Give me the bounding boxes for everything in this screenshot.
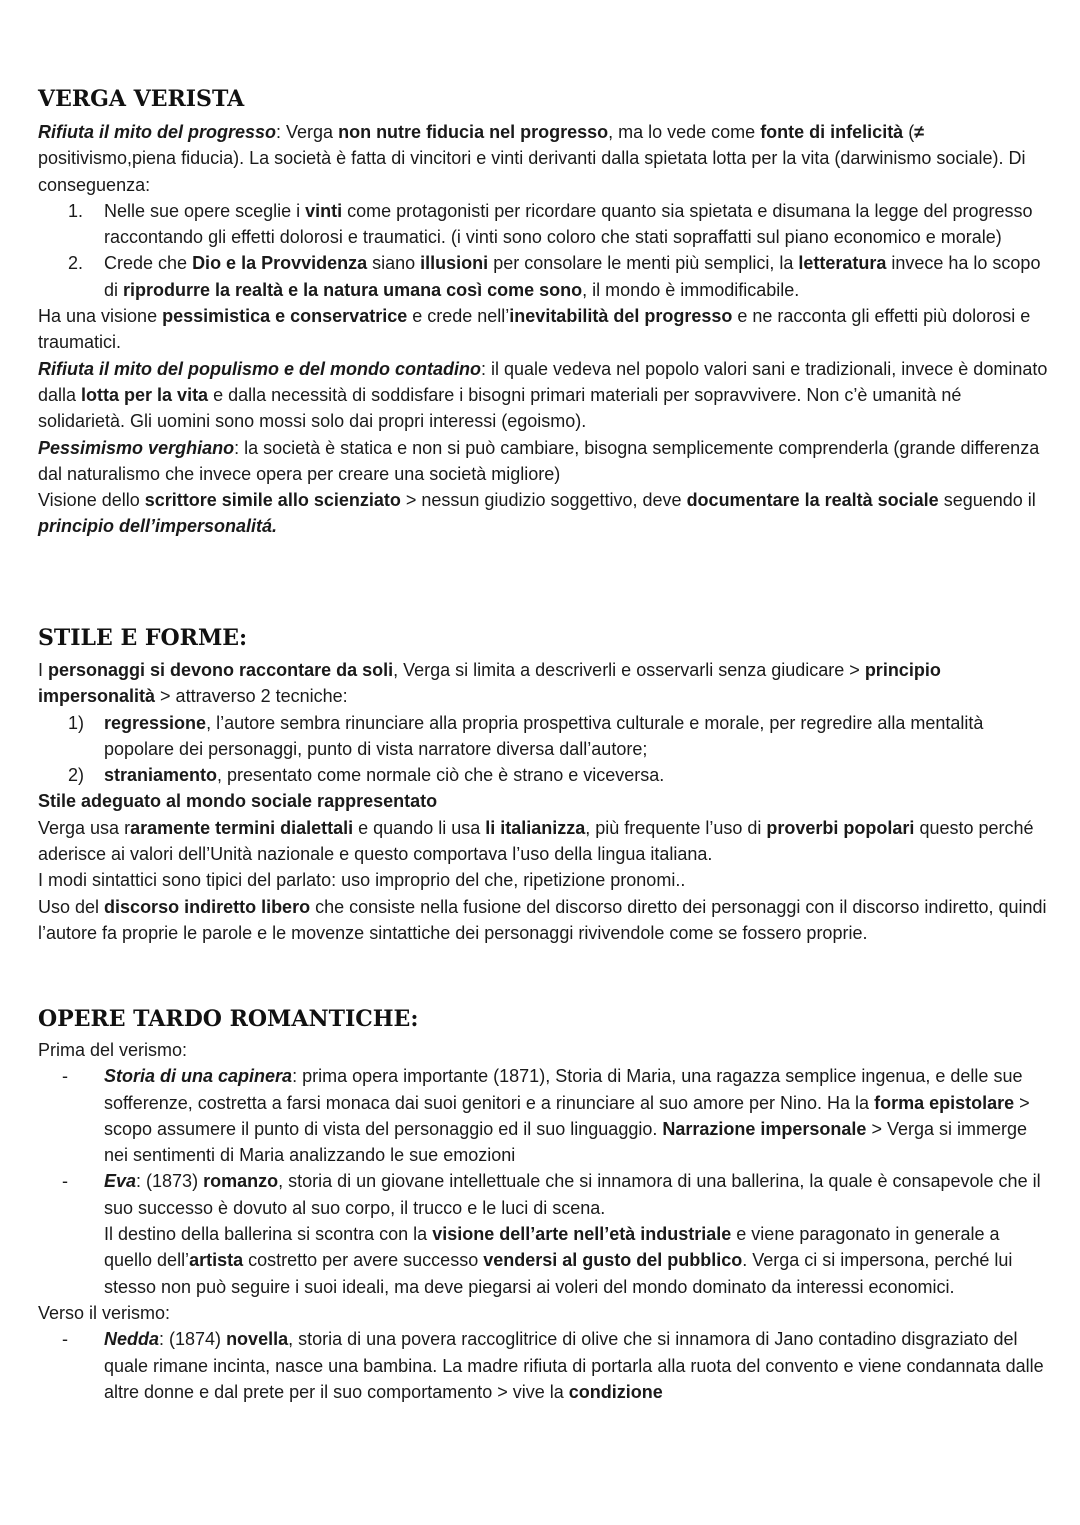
text-run: , il mondo è immodificabile. (582, 279, 800, 300)
text-run: questo perché aderisce ai valori dell’Unità nazionale e questo comportava l’uso della lingua italiana. (38, 817, 1034, 865)
text-run: , più frequente l’uso di (585, 817, 767, 838)
text-run: Visione dello (38, 490, 145, 511)
paragraph (38, 303, 1048, 356)
text-run: , storia di un giovane intellettuale che si innamora di una ballerina, la quale è consapevole che il suo successo è dovuto al suo corpo, il trucco e le luci di scena. (104, 1171, 1041, 1218)
bold-text: principio impersonalità (38, 660, 941, 707)
text-run: > Verga si immerge nei sentimenti di Maria analizzando le sue emozioni (104, 1118, 1028, 1166)
paragraph (38, 356, 1048, 435)
text-run: e ne racconta gli effetti più dolorosi e traumatici. (38, 306, 1031, 353)
bold-text: vendersi al gusto del pubblico (483, 1250, 743, 1271)
paragraph (38, 435, 1048, 488)
bold-text: artista (189, 1250, 244, 1271)
text-run: : la società è statica e non si può cambiare, bisogna semplicemente comprenderla (grande differenza dal naturalismo che invece opera per creare una società migliore) (38, 437, 1040, 484)
text-run: Verso il verismo: (38, 1302, 171, 1323)
bold-italic-text: Nedda (104, 1329, 160, 1350)
text-run: e viene paragonato in generale a quello dell’ (104, 1224, 1000, 1271)
text-run: , storia di una povera raccoglitrice di olive che si innamora di Jano contadino disgraziato del quale rimane incinta, nasce una bambina. La madre rifiuta di portarla alla ruota del convento e viene condannata dalle altre donne e dal prete per il suo comportamento > vive la (104, 1329, 1044, 1402)
list-item-continuation (38, 1221, 1048, 1300)
text-run: Nelle sue opere sceglie i (104, 200, 306, 221)
bold-italic-text: Rifiuta il mito del progresso (38, 122, 277, 142)
list-marker: - (62, 1066, 68, 1087)
bold-text: riprodurre la realtà e la natura umana così come sono (123, 279, 583, 300)
text-run: Il destino della ballerina si scontra con la (104, 1224, 433, 1245)
text-run: Crede che (104, 253, 193, 274)
bold-italic-text: Eva (104, 1171, 137, 1192)
list-item (38, 1063, 1048, 1168)
text-run: : (1874) (159, 1329, 227, 1350)
list-marker: 2. (68, 253, 84, 274)
bold-text: Narrazione impersonale (662, 1118, 867, 1139)
bold-text: inevitabilità del progresso (509, 306, 733, 327)
paragraph (38, 1300, 1048, 1326)
heading-stile-e-forme: STILE E FORME: (38, 625, 248, 651)
list-item (38, 1326, 1048, 1405)
text-run: Prima del verismo: (38, 1040, 188, 1060)
bold-italic-text: principio dell’impersonalitá. (38, 516, 278, 537)
section-verga-verista (38, 119, 1048, 540)
text-run: : il quale vedeva nel popolo valori sani e tradizionali, invece è dominato dalla (38, 358, 1048, 405)
bold-text: condizione (568, 1381, 663, 1402)
text-run: Ha una visione (38, 306, 163, 327)
bold-text: illusioni (420, 253, 489, 274)
heading-verga-verista: VERGA VERISTA (38, 86, 245, 112)
list-marker: 1. (68, 200, 84, 221)
paragraph (38, 657, 1048, 710)
section-stile-e-forme (38, 657, 1048, 946)
text-run: > scopo assumere il punto di vista del personaggio ed il suo linguaggio. (104, 1092, 1030, 1139)
text-run: invece ha lo scopo di (104, 253, 1041, 300)
list-marker: 2) (68, 765, 85, 786)
text-run: : (1873) (136, 1171, 204, 1192)
bold-text: scrittore simile allo scienziato (144, 490, 401, 511)
bold-text: personaggi si devono raccontare da soli (48, 660, 394, 680)
bold-text: documentare la realtà sociale (686, 490, 939, 511)
bold-text: visione dell’arte nell’età industriale (432, 1224, 732, 1245)
bold-text: discorso indiretto libero (104, 896, 311, 917)
text-run: : prima opera importante (1871), Storia di Maria, una ragazza semplice ingenua, e delle sue sofferenze, costretta a farsi monaca dai suoi genitori e a rinunciare al suo amore per Nino. Ha la (104, 1066, 1023, 1113)
paragraph (38, 487, 1048, 540)
bold-text: non nutre fiducia nel progresso (338, 122, 609, 142)
paragraph (38, 894, 1048, 947)
bold-text: romanzo (203, 1171, 279, 1192)
paragraph (38, 119, 1048, 198)
bold-text: vinti (305, 200, 343, 221)
text-run: Uso del (38, 896, 105, 917)
bold-text: regressione (104, 712, 207, 733)
list-item (38, 762, 1048, 788)
bold-text: proverbi popolari (766, 817, 915, 838)
bold-text: lotta per la vita (81, 384, 209, 405)
list-item (38, 1168, 1048, 1221)
bold-text: fonte di infelicità (760, 122, 904, 142)
bold-text: li italianizza (485, 817, 586, 838)
list-item (38, 250, 1048, 303)
text-run: , presentato come normale ciò che è strano e viceversa. (217, 765, 665, 786)
list-marker: - (62, 1329, 68, 1350)
text-run: I (38, 660, 49, 680)
text-run: costretto per avere successo (243, 1250, 484, 1271)
list-item (38, 198, 1048, 251)
bold-text: ≠ (914, 122, 925, 142)
text-run: , Verga si limita a descriverli e osservarli senza giudicare > (393, 660, 865, 680)
bold-italic-text: Rifiuta il mito del populismo e del mondo contadino (38, 358, 481, 379)
text-run: > nessun giudizio soggettivo, deve (400, 490, 687, 511)
text-run: . Verga ci si impersona, perché lui stesso non può seguire i suoi ideali, ma deve piegarsi ai voleri del mondo dominato da interessi economici. (104, 1250, 1013, 1297)
bold-text: Stile adeguato al mondo sociale rappresentato (38, 791, 438, 812)
bold-text: novella (226, 1329, 289, 1350)
list-marker: - (62, 1171, 68, 1192)
bold-text: Dio e la Provvidenza (192, 253, 368, 274)
text-run: > attraverso 2 tecniche: (155, 686, 348, 707)
text-run: come protagonisti per ricordare quanto sia spietata e disumana la legge del progresso raccontando gli effetti dolorosi e traumatici. (i vinti sono coloro che stati sopraffatti sul piano economico e morale) (104, 200, 1033, 248)
dash-list (38, 1063, 1048, 1300)
dash-list (38, 1326, 1048, 1405)
text-run: siano (367, 253, 421, 274)
bold-italic-text: Pessimismo verghiano (38, 437, 235, 458)
heading-opere-tardo-romantiche: OPERE TARDO ROMANTICHE: (38, 1006, 419, 1032)
bold-text: letteratura (798, 253, 887, 274)
bold-text: aramente termini dialettali (130, 817, 354, 838)
text-run: ( (903, 122, 915, 142)
section-opere-tardo-romantiche (38, 1037, 1048, 1405)
text-run: positivismo,piena fiducia). La società è fatta di vincitori e vinti derivanti dalla spietata lotta per la vita (darwinismo sociale). Di conseguenza: (38, 148, 1026, 195)
text-run: e dalla necessità di soddisfare i bisogni primari materiali per sopravvivere. Non c’è umanità né solidarietà. Gli uomini sono mossi solo dai propri interessi (egoismo). (38, 384, 962, 432)
paragraph (38, 815, 1048, 868)
text-run: seguendo il (938, 490, 1036, 511)
bold-text: pessimistica e conservatrice (162, 306, 408, 327)
text-run: e crede nell’ (407, 306, 510, 327)
list-marker: 1) (68, 712, 85, 733)
text-run: per consolare le menti più semplici, la (488, 253, 799, 274)
text-run: , ma lo vede come (608, 122, 761, 142)
text-run: , l’autore sembra rinunciare alla propria prospettiva culturale e morale, per regredire alla mentalità popolare dei personaggi, punto di vista narratore diversa dall’autore; (104, 712, 984, 759)
bold-text: straniamento (104, 765, 218, 786)
numbered-list (38, 198, 1048, 303)
text-run: che consiste nella fusione del discorso diretto dei personaggi con il discorso indiretto, quindi l’autore fa proprie le parole e le movenze sintattiche dei personaggi rivivendole come se fossero proprie. (38, 896, 1047, 943)
numbered-list (38, 710, 1048, 789)
bold-text: forma epistolare (874, 1092, 1015, 1113)
paragraph (38, 1037, 1048, 1063)
paragraph (38, 867, 1048, 893)
text-run: : Verga (276, 122, 339, 142)
text-run: e quando li usa (353, 817, 486, 838)
list-item (38, 710, 1048, 763)
text-run: Verga usa r (38, 817, 131, 838)
text-run: I modi sintattici sono tipici del parlato: uso improprio del che, ripetizione pronomi.. (38, 870, 686, 891)
paragraph (38, 788, 1048, 814)
bold-italic-text: Storia di una capinera (104, 1066, 293, 1087)
